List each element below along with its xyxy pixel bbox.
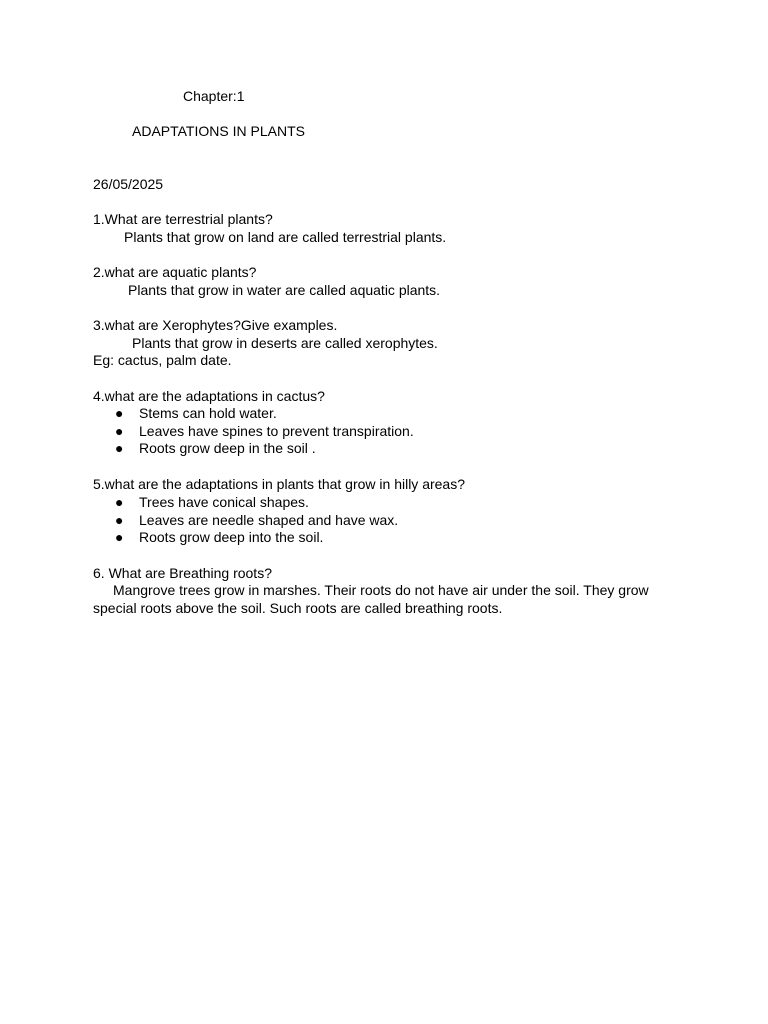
question-5: 5.what are the adaptations in plants that grow in hilly areas? — [93, 476, 466, 492]
question-3: 3.what are Xerophytes?Give examples. — [93, 317, 338, 333]
bullet-item: Roots grow deep in the soil . — [139, 440, 316, 456]
answer-6: Mangrove trees grow in marshes. Their roots do not have air under the soil. They grow special roots above the soil. Such roots are called breathing roots. — [93, 582, 649, 616]
bullet-item: Stems can hold water. — [139, 405, 277, 421]
bullet-item: Leaves are needle shaped and have wax. — [139, 512, 399, 528]
bullet-icon: ● — [115, 494, 124, 510]
question-4: 4.what are the adaptations in cactus? — [93, 388, 325, 404]
bullet-icon: ● — [115, 423, 124, 439]
bullet-icon: ● — [115, 440, 124, 456]
page-title: ADAPTATIONS IN PLANTS — [132, 123, 305, 139]
bullet-icon: ● — [115, 512, 124, 528]
chapter-label: Chapter:1 — [183, 88, 245, 104]
answer-1: Plants that grow on land are called terrestrial plants. — [124, 229, 447, 245]
bullet-item: Trees have conical shapes. — [139, 494, 309, 510]
answer-2: Plants that grow in water are called aquatic plants. — [128, 282, 441, 298]
bullet-item: Leaves have spines to prevent transpiration. — [139, 423, 414, 439]
bullet-item: Roots grow deep into the soil. — [139, 529, 324, 545]
bullet-icon: ● — [115, 529, 124, 545]
question-6: 6. What are Breathing roots? — [93, 565, 272, 581]
question-1: 1.What are terrestrial plants? — [93, 211, 273, 227]
example-3: Eg: cactus, palm date. — [93, 352, 232, 368]
date-text: 26/05/2025 — [93, 176, 164, 192]
answer-3: Plants that grow in deserts are called xerophytes. — [132, 335, 438, 351]
question-2: 2.what are aquatic plants? — [93, 264, 257, 280]
bullet-icon: ● — [115, 405, 124, 421]
